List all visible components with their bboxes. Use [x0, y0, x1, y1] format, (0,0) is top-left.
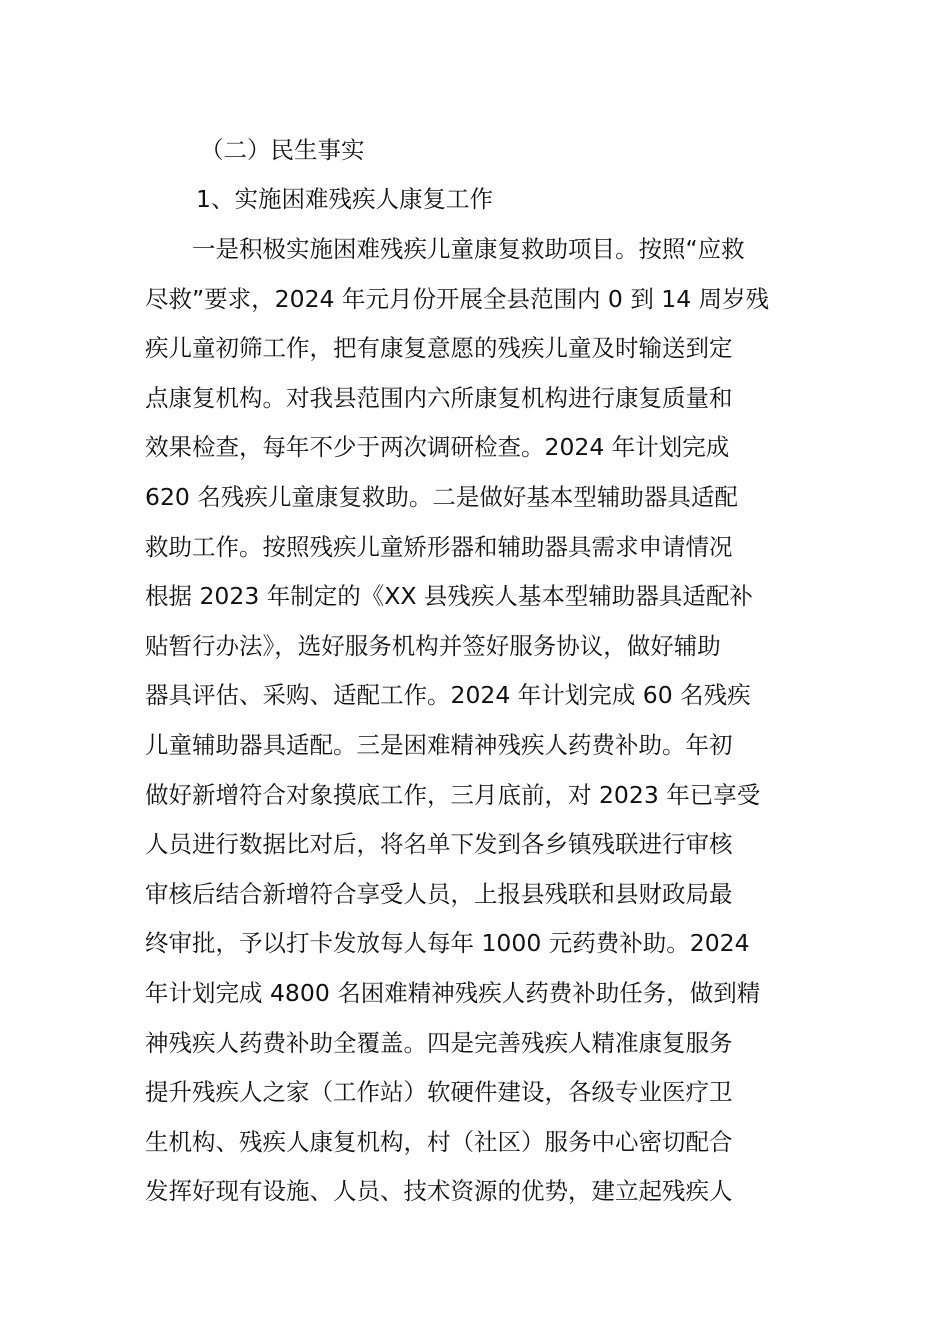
paragraph-line: 终审批，予以打卡发放每人每年 1000 元药费补助。2024	[145, 929, 750, 958]
paragraph-line: 生机构、残疾人康复机构，村（社区）服务中心密切配合	[145, 1127, 733, 1156]
paragraph-line: 贴暂行办法》，选好服务机构并签好服务协议，做好辅助	[145, 631, 721, 660]
paragraph-line: 点康复机构。对我县范围内六所康复机构进行康复质量和	[145, 383, 733, 412]
paragraph-line: 尽救”要求，2024 年元月份开展全县范围内 0 到 14 周岁残	[145, 284, 770, 313]
paragraph-line: 620 名残疾儿童康复救助。二是做好基本型辅助器具适配	[145, 482, 738, 511]
paragraph-line: 做好新增符合对象摸底工作，三月底前，对 2023 年已享受	[145, 780, 761, 809]
paragraph-line: 疾儿童初筛工作，把有康复意愿的残疾儿童及时输送到定	[145, 334, 733, 363]
body-paragraph	[145, 225, 805, 1217]
subsection-title: 1、实施困难残疾人康复工作	[196, 185, 493, 213]
section-title: （二）民生事实	[200, 136, 365, 164]
paragraph-line: 效果检查，每年不少于两次调研检查。2024 年计划完成	[145, 433, 730, 462]
paragraph-line: 救助工作。按照残疾儿童矫形器和辅助器具需求申请情况	[145, 532, 733, 561]
paragraph-line: 审核后结合新增符合享受人员，上报县残联和县财政局最	[145, 879, 733, 908]
paragraph-line: 发挥好现有设施、人员、技术资源的优势，建立起残疾人	[145, 1177, 733, 1206]
paragraph-line: 提升残疾人之家（工作站）软硬件建设，各级专业医疗卫	[145, 1078, 733, 1107]
paragraph-line: 人员进行数据比对后，将名单下发到各乡镇残联进行审核	[145, 830, 733, 859]
paragraph-line: 器具评估、采购、适配工作。2024 年计划完成 60 名残疾	[145, 681, 751, 710]
paragraph-line: 根据 2023 年制定的《XX 县残疾人基本型辅助器具适配补	[145, 582, 753, 611]
paragraph-line: 儿童辅助器具适配。三是困难精神残疾人药费补助。年初	[145, 730, 733, 759]
paragraph-line: 神残疾人药费补助全覆盖。四是完善残疾人精准康复服务	[145, 1028, 733, 1057]
paragraph-line: 一是积极实施困难残疾儿童康复救助项目。按照“应救	[145, 235, 745, 263]
paragraph-line: 年计划完成 4800 名困难精神残疾人药费补助任务，做到精	[145, 978, 761, 1007]
